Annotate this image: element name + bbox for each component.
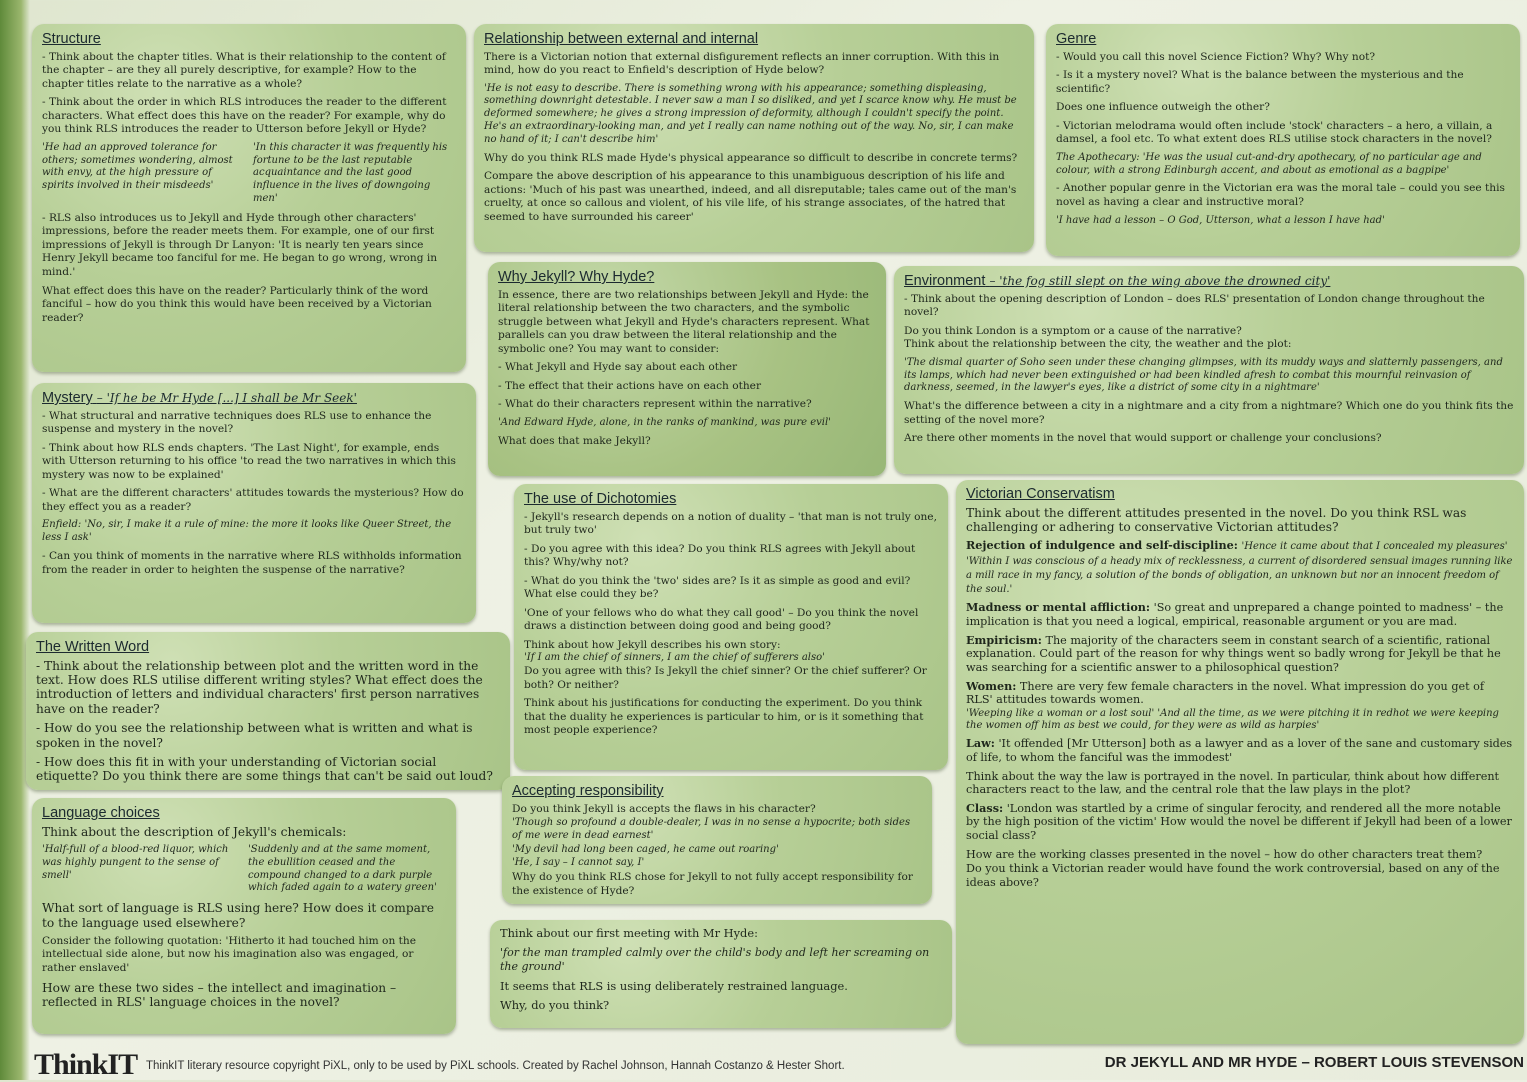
class-label: Class:	[966, 800, 1004, 815]
structure-p2: - Think about the order in which RLS introduces the reader to the different characters. What effect does this have on the reader? For example, why do you think RLS introduces the reader to Utterson before Jekyll or Hyde?	[42, 96, 447, 136]
structure-quotes	[42, 142, 456, 206]
rejection-text: 'Hence it came about that I concealed my pleasures' 'Within I was conscious of a heady mix of recklessness, a current of disordered sensual images running like a mill race in my fancy, a solution of the bonds of obligation, an unknown but nor an innocent freedom of the soul.'	[966, 541, 1513, 596]
language-p2: Consider the following quotation: 'Hitherto it had touched him on the intellectual side alone, but now his imagination also was engaged, or rather enslaved'	[42, 934, 416, 974]
language-heading: Language choices	[42, 805, 160, 821]
environment-p3: Think about the relationship between the city, the weather and the plot:	[904, 338, 1292, 351]
footer	[34, 1048, 1524, 1081]
women-quote: 'Weeping like a woman or a lost soul' 'And all the time, as we were pitching it in redhot we were keeping the women off him as best we could, for they were as wild as harpies'	[966, 707, 1499, 731]
conservatism-empiricism	[966, 634, 1514, 675]
mystery-quote: Enfield: 'No, sir, I make it a rule of mine: the more it looks like Queer Street, the less I ask'	[42, 519, 452, 544]
relationship-p3: Compare the above description of his appearance to this unambiguous description of his life and actions: 'Much of his past was unearthed, indeed, and all disreputable; tales came out of the man's cruelty, at once so callous and violent, of his vile life, of his strange associates, of the hatred that seemed to have surrounded his career'	[484, 170, 1017, 223]
relationship-box	[474, 24, 1034, 252]
conservatism-madness	[966, 601, 1514, 628]
structure-p4: What effect does this have on the reader? Particularly think of the word fanciful – how do you think this would have been received by a Victorian reader?	[42, 284, 432, 324]
structure-box	[32, 24, 466, 372]
empiricism-label: Empiricism:	[966, 632, 1042, 647]
conservatism-p1: Think about the different attitudes presented in the novel. Do you think RSL was challenging or adhering to conservative Victorian attitudes?	[966, 505, 1467, 535]
class-text: 'London was startled by a crime of singular ferocity, and rendered all the more notable by the high position of the victim' How would the novel be different if Jekyll had been of a lower social class?	[966, 801, 1512, 843]
language-p3: How are these two sides – the intellect and imagination – reflected in RLS' language choices in the novel?	[42, 980, 397, 1009]
why-jekyll-heading: Why Jekyll? Why Hyde?	[498, 269, 655, 285]
genre-p2: - Is it a mystery novel? What is the balance between the mysterious and the scientific?	[1056, 69, 1464, 95]
thinkit-logo: ThinkIT	[34, 1048, 138, 1081]
why-jekyll-b3: - What do their characters represent within the narrative?	[498, 398, 812, 411]
dichotomies-p6: Do you agree with this? Is Jekyll the chief sinner? Or the chief sufferer? Or both? Or neither?	[524, 665, 927, 691]
women-label: Women:	[966, 678, 1017, 693]
first-meeting-quote: 'for the man trampled calmly over the child's body and left her screaming on the ground'	[500, 945, 930, 973]
first-meeting-p3: Why, do you think?	[500, 998, 610, 1013]
environment-p2: Do you think London is a symptom or a cause of the narrative?	[904, 324, 1242, 337]
genre-heading: Genre	[1056, 31, 1097, 47]
environment-quote: 'The dismal quarter of Soho seen under these changing glimpses, with its muddy ways and slatternly passengers, and its lamps, which had never been extinguished or had been kindled afresh to combat this mournful reinvasion of darkness, seemed, in the lawyer's eyes, like a district of some city in a nightmare'	[904, 356, 1503, 394]
madness-label: Madness or mental affliction:	[966, 600, 1151, 615]
mystery-p1: - What structural and narrative techniques does RLS use to enhance the suspense and mystery in the novel?	[42, 409, 432, 436]
environment-p4: What's the difference between a city in a nightmare and a city from a nightmare? Which one do you think fits the setting of the novel more?	[904, 400, 1514, 426]
conservatism-heading: Victorian Conservatism	[966, 486, 1115, 502]
mystery-p2: - Think about how RLS ends chapters. 'The Last Night', for example, ends with Utterson returning to his office 'to read the two narratives in which this mystery was now to be explained'	[42, 441, 456, 481]
relationship-p2: Why do you think RLS made Hyde's physical appearance so difficult to describe in concrete terms?	[484, 151, 1018, 164]
why-jekyll-p2: What does that make Jekyll?	[498, 434, 651, 447]
mystery-heading: Mystery	[42, 390, 93, 406]
relationship-p1: There is a Victorian notion that external disfigurement reflects an inner corruption. With this in mind, how do you react to Enfield's description of Hyde below?	[484, 50, 1000, 77]
dichotomies-p3: - What do you think the 'two' sides are? Is it as simple as good and evil? What else could they be?	[524, 574, 911, 601]
environment-heading-quote: – 'the fog still slept on the wing above the drowned city'	[989, 274, 1331, 288]
why-jekyll-box	[488, 262, 886, 476]
conservatism-box	[956, 480, 1524, 1044]
conservatism-p3: Do you think a Victorian reader would have found the work controversial, based on any of the ideas above?	[966, 862, 1500, 890]
responsibility-quote3: 'He, I say – I cannot say, I'	[512, 857, 645, 869]
dichotomies-heading: The use of Dichotomies	[524, 491, 677, 507]
language-p1: What sort of language is RLS using here? How does it compare to the language used elsewhere?	[42, 901, 434, 930]
environment-heading-row	[904, 272, 1514, 291]
rejection-label: Rejection of indulgence and self-discipline:	[966, 538, 1238, 553]
language-intro: Think about the description of Jekyll's chemicals:	[42, 824, 347, 839]
law-paragraph: Think about the way the law is portrayed in the novel. In particular, think about how different characters react to the law, and the central role that the law plays in the plot?	[966, 769, 1500, 797]
structure-quote2: 'In this character it was frequently his fortune to be the last reputable acquaintance and the last good influence in the lives of downgoing men'	[253, 141, 448, 205]
conservatism-rejection	[966, 539, 1514, 596]
dichotomies-p5: Think about how Jekyll describes his own story:	[524, 638, 781, 651]
genre-p4: - Victorian melodrama would often include 'stock' characters – a hero, a villain, a damsel, a fool etc. To what extent does RLS utilise stock characters in the novel?	[1056, 119, 1493, 146]
book-title: DR JEKYLL AND MR HYDE – ROBERT LOUIS STEVENSON	[1104, 1054, 1524, 1071]
first-meeting-box	[490, 920, 952, 1028]
structure-quote1: 'He had an approved tolerance for others; sometimes wondering, almost with envy, at the high pressure of spirits involved in their misdeeds'	[42, 141, 233, 192]
written-word-p1: - Think about the relationship between plot and the written word in the text. How does RLS utilise different writing styles? What effect does the introduction of letters and individual characters' first person narratives have on the reader?	[36, 658, 483, 716]
mystery-p4: - Can you think of moments in the narrative where RLS withholds information from the reader in order to heighten the suspense of the narrative?	[42, 549, 462, 576]
relationship-quote1: 'He is not easy to describe. There is something wrong with his appearance; something displeasing, something downright detestable. I never saw a man I so disliked, and yet I scarce know why. He must be deformed somewhere; he gives a strong impression of deformity, although I couldn't specify the point. He's an extraordinary-looking man, and yet I really can name nothing out of the way. No, sir, I can make no hand of it; I can't describe him'	[484, 82, 1017, 145]
written-word-heading: The Written Word	[36, 639, 150, 655]
genre-p1: - Would you call this novel Science Fiction? Why? Why not?	[1056, 50, 1376, 63]
mystery-heading-quote: – 'If he be Mr Hyde [...] I shall be Mr Seek'	[96, 391, 357, 405]
structure-p1: - Think about the chapter titles. What is their relationship to the content of the chapter – are they all purely descriptive, for example? How to the chapter titles relate to the narrative as a whole?	[42, 50, 446, 90]
responsibility-quote1: 'Though so profound a double-dealer, I was in no sense a hypocrite; both sides of me were in dead earnest'	[512, 817, 911, 841]
mystery-box	[32, 383, 476, 623]
dichotomies-p7: Think about his justifications for conducting the experiment. Do you think that the duality he experiences is particular to him, or is it something that most people experience?	[524, 697, 924, 737]
language-quotes	[42, 844, 446, 895]
conservatism-women	[966, 680, 1514, 707]
conservatism-p2: How are the working classes presented in the novel – how do other characters treat them?	[966, 847, 1483, 861]
dichotomies-quote: 'If I am the chief of sinners, I am the chief of sufferers also'	[524, 652, 825, 664]
why-jekyll-b1: - What Jekyll and Hyde say about each other	[498, 361, 738, 374]
responsibility-heading: Accepting responsibility	[512, 783, 664, 799]
responsibility-p1: Do you think Jekyll is accepts the flaws in his character?	[512, 802, 816, 815]
first-meeting-p1: Think about our first meeting with Mr Hyde:	[500, 926, 758, 940]
environment-heading: Environment	[904, 273, 986, 289]
language-quote1: 'Half-full of a blood-red liquor, which was highly pungent to the sense of smell'	[42, 843, 229, 881]
dichotomies-p4: 'One of your fellows who do what they call good' – Do you think the novel draws a distinction between doing good and being good?	[524, 606, 919, 633]
why-jekyll-p1: In essence, there are two relationships between Jekyll and Hyde: the literal relationship between the two characters, and the symbolic struggle between what Jekyll and Hyde's characters represent. What parallels can you draw between the literal relationship and the symbolic one? You may want to consider:	[498, 288, 870, 355]
first-meeting-p2: It seems that RLS is using deliberately restrained language.	[500, 978, 848, 993]
dichotomies-p1: - Jekyll's research depends on a notion of duality – 'that man is not truly one, but truly two'	[524, 510, 937, 537]
law-text: 'It offended [Mr Utterson] both as a lawyer and as a lover of the sane and customary sides of life, to whom the fanciful was the immodest'	[966, 737, 1513, 764]
relationship-heading: Relationship between external and internal	[484, 31, 759, 47]
law-label: Law:	[966, 736, 995, 751]
why-jekyll-b2: - The effect that their actions have on each other	[498, 379, 762, 392]
mystery-heading-row	[42, 389, 466, 408]
why-jekyll-quote: 'And Edward Hyde, alone, in the ranks of mankind, was pure evil'	[498, 416, 831, 428]
conservatism-law	[966, 737, 1514, 764]
language-quote2: 'Suddenly and at the same moment, the ebullition ceased and the compound changed to a dark purple which faded again to a watery green'	[248, 843, 437, 894]
language-box	[32, 798, 456, 1034]
structure-heading: Structure	[42, 31, 101, 47]
genre-quote2: 'I have had a lesson – O God, Utterson, what a lesson I have had'	[1056, 214, 1385, 226]
mystery-p3: - What are the different characters' attitudes towards the mysterious? How do they effect you as a reader?	[42, 487, 464, 513]
conservatism-class	[966, 802, 1514, 843]
genre-quote1: The Apothecary: 'He was the usual cut-and-dry apothecary, of no particular age and colour, with a strong Edinburgh accent, and about as emotional as a bagpipe'	[1056, 151, 1482, 176]
women-text: There are very few female characters in the novel. What impression do you get of RLS' attitudes towards women.	[966, 679, 1485, 707]
empiricism-text: The majority of the characters seem in constant search of a scientific, rational explanation. Could part of the reason for why things went so badly wrong for Jekyll be that he was searching for a scientific answer to a philosophical question?	[966, 633, 1501, 674]
genre-box	[1046, 24, 1520, 256]
structure-p3: - RLS also introduces us to Jekyll and Hyde through other characters' impressions, before the reader meets them. For example, one of our first impressions of Jekyll is through Dr Lanyon: 'It is nearly ten years since Henry Jekyll became too fanciful for me. He began to go wrong, wrong in mind.'	[42, 211, 438, 278]
environment-p5: Are there other moments in the novel that would support or challenge your conclusions?	[904, 432, 1382, 445]
environment-p1: - Think about the opening description of London – does RLS' presentation of London change throughout the novel?	[904, 292, 1485, 319]
copyright-text: ThinkIT literary resource copyright PiXL, only to be used by PiXL schools. Created by Rachel Johnson, Hannah Costanzo & Hester Short.	[146, 1060, 845, 1072]
green-border	[0, 0, 30, 1080]
environment-box	[894, 266, 1524, 474]
written-word-p3: - How does this fit in with your understanding of Victorian social etiquette? Do you think there are some things that can't be said out loud?	[36, 754, 493, 784]
dichotomies-box	[514, 484, 948, 770]
dichotomies-p2: - Do you agree with this idea? Do you think RLS agrees with Jekyll about this? Why/why not?	[524, 542, 916, 569]
written-word-box	[26, 632, 510, 790]
genre-p3: Does one influence outweigh the other?	[1056, 101, 1270, 114]
responsibility-p2: Why do you think RLS chose for Jekyll to not fully accept responsibility for the existence of Hyde?	[512, 871, 913, 897]
genre-p5: - Another popular genre in the Victorian era was the moral tale – could you see this novel as having a clear and instructive moral?	[1056, 182, 1505, 208]
responsibility-box	[502, 776, 932, 904]
written-word-p2: - How do you see the relationship between what is written and what is spoken in the novel?	[36, 721, 473, 750]
madness-text: 'So great and unprepared a change pointed to madness' – the implication is that you need a logical, empirical, reasonable argument or you are mad.	[966, 601, 1504, 628]
responsibility-quote2: 'My devil had long been caged, he came out roaring'	[512, 843, 779, 855]
